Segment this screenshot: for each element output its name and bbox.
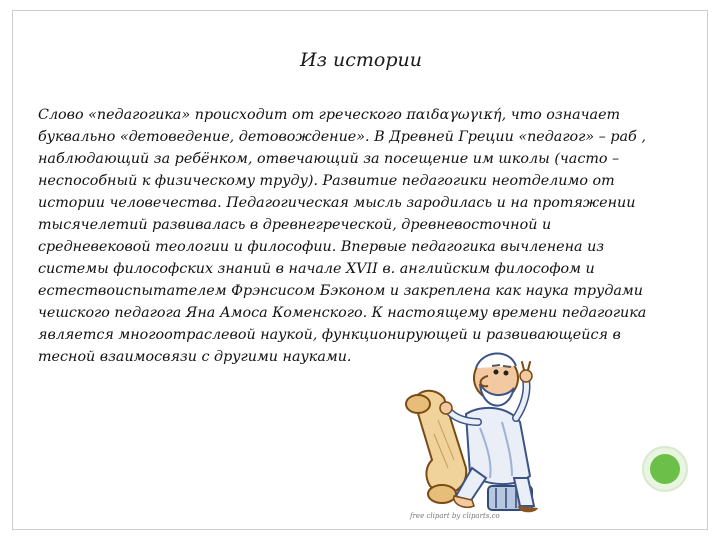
body-line: чешского педагога Яна Амоса Коменского. К настоящему времени педагогика <box>38 305 647 321</box>
body-line: наблюдающий за ребёнком, отвечающий за посещение им школы (часто – <box>38 151 620 167</box>
slide-title: Из истории <box>300 49 422 71</box>
body-line: является многоотраслевой наукой, функционирующей и развивающейся в <box>38 327 621 343</box>
body-line: системы философских знаний в начале XVII в. английским философом и <box>38 261 595 277</box>
body-line: Слово «педагогика» происходит от греческого παιδαγωγική, что означает <box>38 107 621 123</box>
body-line: буквально «детоведение, детовождение». В Древней Греции «педагог» – раб , <box>38 129 646 145</box>
body-line: средневековой теологии и философии. Впервые педагогика вычленена из <box>38 239 605 255</box>
body-line: тысячелетий развивалась в древнегреческой, древневосточной и <box>38 217 552 233</box>
scroll-icon <box>406 391 466 503</box>
slide-body-text <box>38 104 658 368</box>
body-line: естествоиспытателем Фрэнсисом Бэконом и закреплена как наука трудами <box>38 283 643 299</box>
green-circle-icon <box>650 454 680 484</box>
body-line: истории человечества. Педагогическая мысль зародилась и на протяжении <box>38 195 636 211</box>
philosopher-clipart <box>396 318 546 518</box>
clipart-credit: free clipart by cliparts.co <box>410 512 500 520</box>
body-line: тесной взаимосвязи с другими науками. <box>38 349 352 365</box>
body-line: неспособный к физическому труду). Развитие педагогики неотделимо от <box>38 173 615 189</box>
